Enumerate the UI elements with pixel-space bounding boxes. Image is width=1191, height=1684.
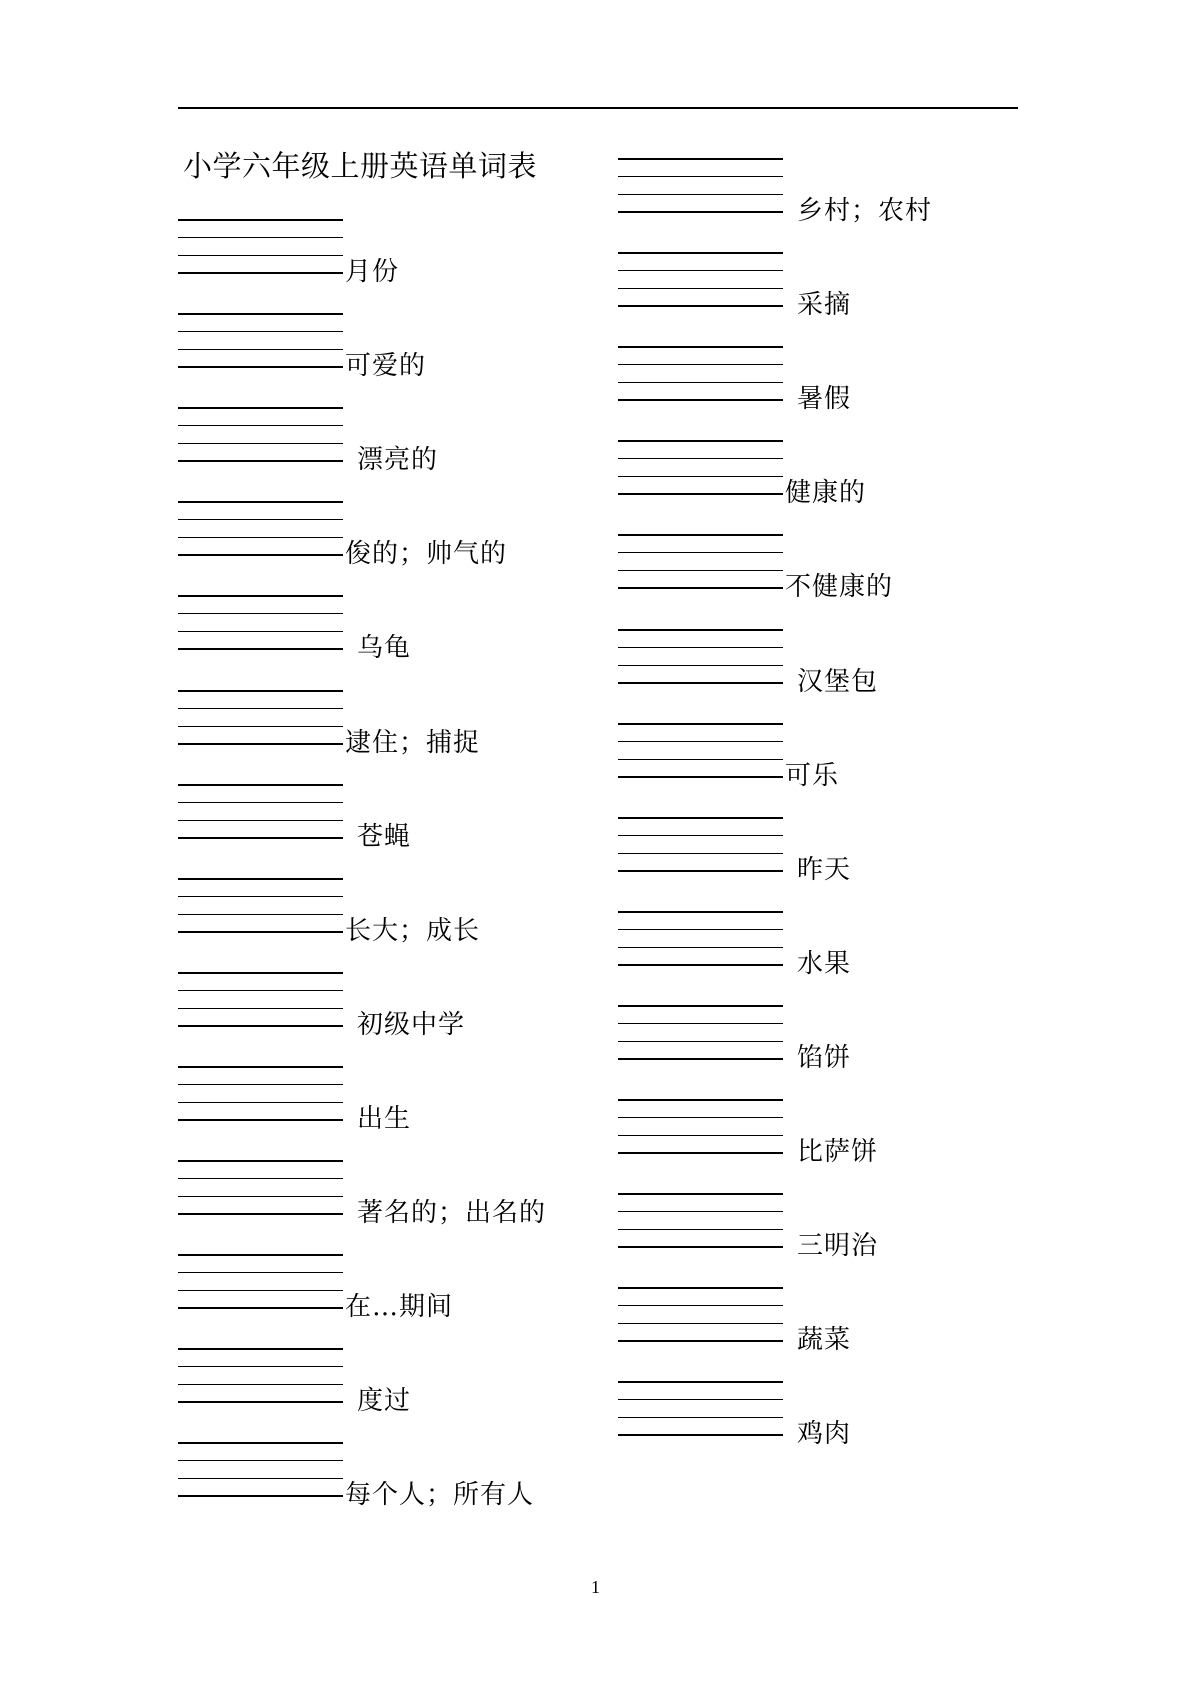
answer-line	[618, 817, 783, 819]
answer-line	[618, 1135, 783, 1136]
chinese-meaning: 可乐	[785, 760, 840, 791]
vocab-entry	[618, 817, 1048, 897]
answer-line	[178, 255, 343, 256]
answer-line	[178, 1254, 343, 1256]
answer-line	[618, 458, 783, 459]
answer-line	[178, 802, 343, 803]
chinese-meaning: 乡村；农村	[797, 196, 933, 226]
answer-line	[178, 1442, 343, 1444]
chinese-meaning: 著名的；出名的	[357, 1198, 547, 1228]
answer-line	[178, 784, 343, 786]
chinese-meaning: 水果	[797, 948, 852, 979]
answer-line	[618, 346, 783, 348]
answer-line	[618, 1005, 783, 1007]
answer-line	[618, 723, 783, 725]
chinese-meaning: 苍蝇	[357, 821, 412, 852]
vocab-entry	[178, 972, 608, 1052]
vocab-entry	[178, 407, 608, 487]
answer-line	[618, 964, 783, 966]
answer-line	[178, 349, 343, 350]
answer-line	[618, 211, 783, 213]
chinese-meaning: 逮住；捕捉	[345, 727, 481, 758]
answer-line	[178, 237, 343, 238]
answer-line	[178, 407, 343, 409]
chinese-meaning: 月份	[345, 257, 400, 287]
answer-line	[618, 587, 783, 589]
answer-line	[178, 1084, 343, 1085]
answer-line	[618, 1434, 783, 1436]
chinese-meaning: 乌龟	[357, 633, 412, 664]
answer-line	[618, 476, 783, 477]
answer-line	[618, 364, 783, 365]
answer-line	[178, 1119, 343, 1121]
answer-line	[618, 1193, 783, 1195]
answer-line	[178, 366, 343, 368]
answer-line	[178, 708, 343, 709]
vocab-entry	[618, 911, 1048, 991]
answer-line	[178, 972, 343, 974]
chinese-meaning: 可爱的	[345, 351, 427, 382]
answer-line	[178, 990, 343, 991]
chinese-meaning: 每个人；所有人	[345, 1480, 535, 1511]
answer-line	[178, 878, 343, 880]
answer-line	[618, 1340, 783, 1342]
answer-line	[178, 519, 343, 520]
answer-line	[178, 1008, 343, 1009]
page-number: 1	[591, 1577, 600, 1597]
chinese-meaning: 鸡肉	[797, 1419, 852, 1450]
answer-line	[618, 947, 783, 948]
chinese-meaning: 蔬菜	[797, 1325, 852, 1356]
vocab-entry	[178, 784, 608, 864]
answer-line	[618, 493, 783, 495]
answer-line	[618, 1099, 783, 1101]
page-title: 小学六年级上册英语单词表	[183, 149, 538, 183]
chinese-meaning: 漂亮的	[357, 445, 439, 476]
vocab-entry	[178, 219, 608, 299]
answer-line	[618, 629, 783, 631]
answer-line	[178, 1495, 343, 1497]
answer-line	[178, 443, 343, 444]
answer-line	[178, 743, 343, 745]
answer-line	[178, 648, 343, 650]
answer-line	[618, 665, 783, 666]
answer-line	[178, 613, 343, 614]
answer-line	[178, 331, 343, 332]
vocab-entry	[178, 1254, 608, 1334]
vocab-entry	[618, 158, 1048, 238]
vocab-entry	[618, 1193, 1048, 1273]
vocab-entry	[178, 690, 608, 770]
vocab-entry	[178, 878, 608, 958]
answer-line	[618, 759, 783, 760]
vocab-entry	[178, 501, 608, 581]
chinese-meaning: 初级中学	[357, 1009, 466, 1040]
answer-line	[618, 1058, 783, 1060]
answer-line	[618, 570, 783, 571]
vocab-entry	[178, 313, 608, 393]
answer-line	[178, 425, 343, 426]
answer-line	[178, 595, 343, 597]
answer-line	[178, 820, 343, 821]
vocab-entry	[178, 1066, 608, 1146]
answer-line	[618, 776, 783, 778]
vocab-entry	[618, 440, 1048, 520]
answer-line	[178, 837, 343, 839]
header-rule	[178, 107, 1018, 109]
answer-line	[618, 1229, 783, 1230]
chinese-meaning: 俊的；帅气的	[345, 539, 508, 570]
answer-line	[178, 631, 343, 632]
answer-line	[618, 647, 783, 648]
answer-line	[178, 501, 343, 503]
vocab-entry	[618, 1287, 1048, 1367]
answer-line	[618, 270, 783, 271]
answer-line	[178, 1307, 343, 1309]
answer-line	[618, 853, 783, 854]
answer-line	[618, 835, 783, 836]
answer-line	[178, 1066, 343, 1068]
answer-line	[178, 1384, 343, 1385]
answer-line	[618, 1323, 783, 1324]
answer-line	[178, 896, 343, 897]
vocab-entry	[178, 1442, 608, 1522]
answer-line	[618, 870, 783, 872]
answer-line	[178, 1290, 343, 1291]
vocab-entry	[618, 346, 1048, 426]
answer-line	[618, 194, 783, 195]
answer-line	[178, 914, 343, 915]
answer-line	[618, 1023, 783, 1024]
chinese-meaning: 健康的	[785, 478, 867, 509]
answer-line	[178, 460, 343, 462]
vocab-entry	[178, 1348, 608, 1428]
answer-line	[178, 1102, 343, 1103]
vocab-entry	[618, 1381, 1048, 1461]
answer-line	[618, 1152, 783, 1154]
answer-line	[178, 1460, 343, 1461]
chinese-meaning: 暑假	[797, 384, 852, 415]
answer-line	[618, 1041, 783, 1042]
vocab-entry	[618, 1099, 1048, 1179]
answer-line	[178, 1196, 343, 1197]
vocab-entry	[618, 723, 1048, 803]
answer-line	[618, 1117, 783, 1118]
chinese-meaning: 长大；成长	[345, 915, 481, 946]
chinese-meaning: 汉堡包	[797, 666, 879, 697]
chinese-meaning: 比萨饼	[797, 1137, 879, 1167]
chinese-meaning: 昨天	[797, 854, 852, 885]
vocab-entry	[178, 595, 608, 675]
answer-line	[178, 272, 343, 274]
chinese-meaning: 馅饼	[797, 1042, 852, 1073]
answer-line	[618, 741, 783, 742]
vocab-entry	[618, 1005, 1048, 1085]
chinese-meaning: 出生	[357, 1103, 412, 1134]
answer-line	[178, 1272, 343, 1273]
chinese-meaning: 度过	[357, 1386, 412, 1417]
answer-line	[618, 911, 783, 913]
chinese-meaning: 采摘	[797, 290, 852, 321]
answer-line	[178, 1160, 343, 1162]
answer-line	[178, 1213, 343, 1215]
chinese-meaning: 不健康的	[785, 572, 894, 603]
answer-line	[618, 1287, 783, 1289]
vocab-entry	[178, 1160, 608, 1240]
answer-line	[178, 1366, 343, 1367]
chinese-meaning: 三明治	[797, 1231, 879, 1262]
answer-line	[618, 176, 783, 177]
answer-line	[178, 1401, 343, 1403]
answer-line	[618, 1211, 783, 1212]
answer-line	[618, 1417, 783, 1418]
answer-line	[178, 690, 343, 692]
answer-line	[618, 305, 783, 307]
answer-line	[618, 440, 783, 442]
answer-line	[178, 554, 343, 556]
answer-line	[618, 1246, 783, 1248]
answer-line	[178, 537, 343, 538]
answer-line	[178, 931, 343, 933]
answer-line	[618, 382, 783, 383]
answer-line	[178, 1025, 343, 1027]
answer-line	[618, 552, 783, 553]
answer-line	[178, 1478, 343, 1479]
answer-line	[618, 1399, 783, 1400]
answer-line	[618, 1305, 783, 1306]
answer-line	[618, 399, 783, 401]
answer-line	[178, 313, 343, 315]
answer-line	[178, 219, 343, 221]
answer-line	[618, 288, 783, 289]
answer-line	[618, 682, 783, 684]
answer-line	[178, 726, 343, 727]
answer-line	[618, 929, 783, 930]
answer-line	[618, 158, 783, 160]
chinese-meaning: 在…期间	[345, 1292, 454, 1323]
answer-line	[618, 1381, 783, 1383]
vocab-entry	[618, 534, 1048, 614]
vocab-entry	[618, 252, 1048, 332]
answer-line	[178, 1348, 343, 1350]
answer-line	[618, 534, 783, 536]
vocab-entry	[618, 629, 1048, 709]
answer-line	[178, 1178, 343, 1179]
answer-line	[618, 252, 783, 254]
